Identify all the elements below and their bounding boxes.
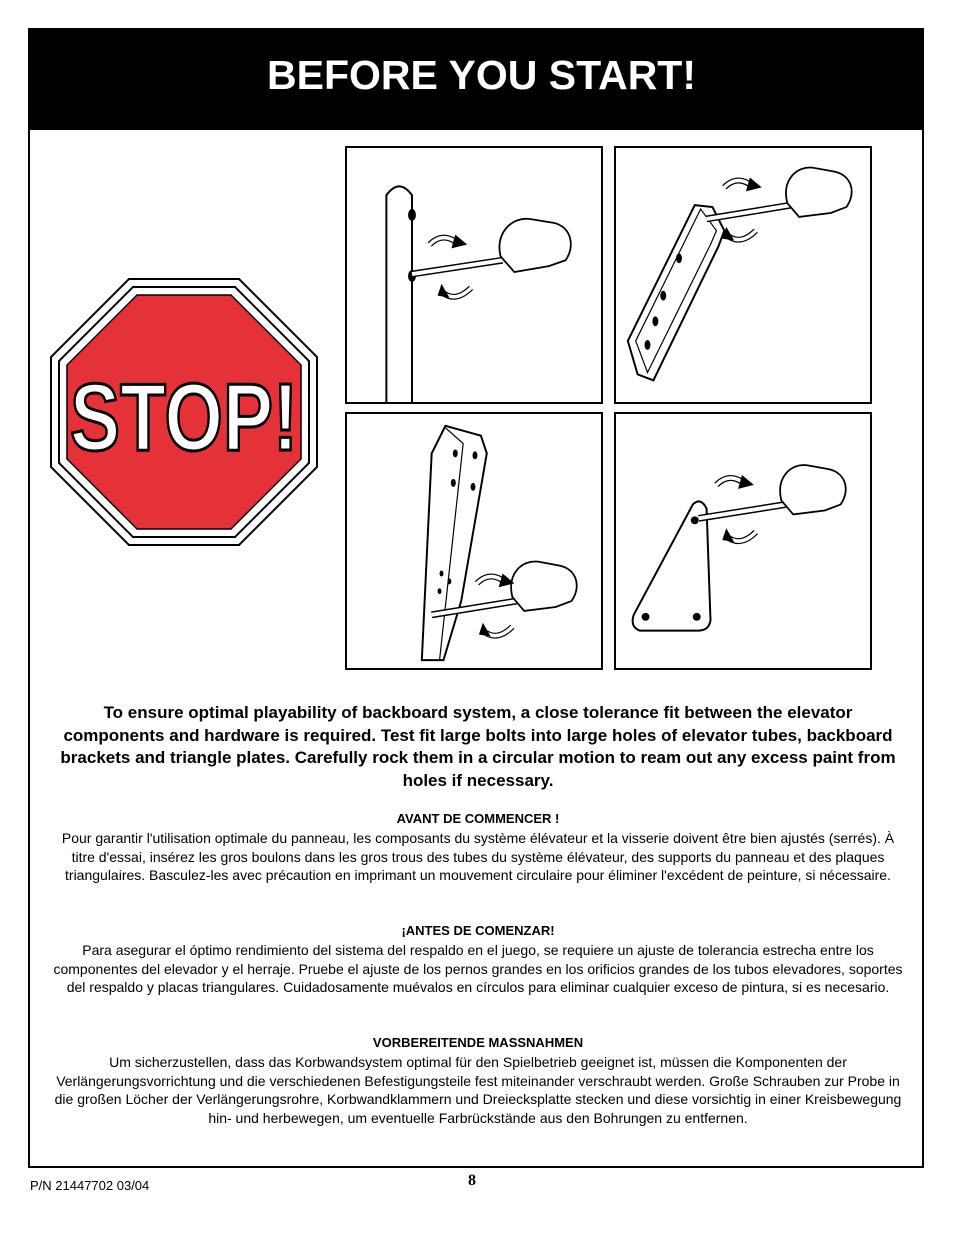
lead-instructions: To ensure optimal playability of backboard system, a close tolerance fit between the elevator components and hardware is required. Test fit large bolts into large holes of elevator tubes, backboard brackets and triangle plates. Carefully rock them in a circular motion to ream out any excess paint from holes if necessary. <box>60 703 896 790</box>
section-spanish <box>50 922 906 997</box>
part-number: P/N 21447702 03/04 <box>30 1178 150 1193</box>
section-heading: VORBEREITENDE MASSNAHMEN <box>372 1035 584 1050</box>
page-title: BEFORE YOU START! <box>267 52 696 98</box>
section-body: Um sicherzustellen, dass das Korbwandsystem optimal für den Spielbetrieb geeignet ist, müssen die Komponenten der Verlängerungsvorrichtung und die verschiedenen Befestigungsteile fest miteinander verschraubt werden. Große Schrauben zur Probe in die großen Löcher der Verlängerungsrohre, Korbwandklammern und Dreiecksplatte stecken und diese vorsichtig in einer Kreisbewegung hin- und herbewegen, um eventuelle Farbrückstände aus den Bohrungen zu entfernen. <box>54 1053 902 1127</box>
section-heading: ¡ANTES DE COMENZAR! <box>401 923 555 938</box>
illustration-backboard-bracket <box>614 146 872 404</box>
section-body: Para asegurar el óptimo rendimiento del sistema del respaldo en el juego, se requiere un ajuste de tolerancia estrecha entre los componentes del elevador y el herraje. Pruebe el ajuste de los pernos grandes en los orificios grandes de los tubos elevadores, soportes del respaldo y placas triangulares. Cuidadosamente muévalos en círculos para eliminar cualquier exceso de pintura, si es necesario. <box>53 941 903 996</box>
page-number: 8 <box>468 1172 476 1189</box>
illustration-elevator-tube <box>345 146 603 404</box>
section-german <box>50 1034 906 1128</box>
section-body: Pour garantir l'utilisation optimale du panneau, les composants du système élévateur et la visserie doivent être bien ajustés (serrés). À titre d'essai, insérez les gros boulons dans les gros trous des tubes du système élévateur, des supports du panneau et des plaques triangulaires. Basculez-les avec précaution en imprimant un mouvement circulaire pour éliminer l'excédent de peinture, si nécessaire. <box>61 829 895 884</box>
stop-sign <box>50 278 318 546</box>
stop-sign-text: STOP! <box>70 364 298 471</box>
section-heading: AVANT DE COMMENCER ! <box>396 811 560 826</box>
illustration-triangle-plate <box>614 412 872 670</box>
header-bar <box>30 30 922 130</box>
illustration-angle-bracket <box>345 412 603 670</box>
page-frame <box>28 28 924 1168</box>
section-french <box>50 810 906 885</box>
